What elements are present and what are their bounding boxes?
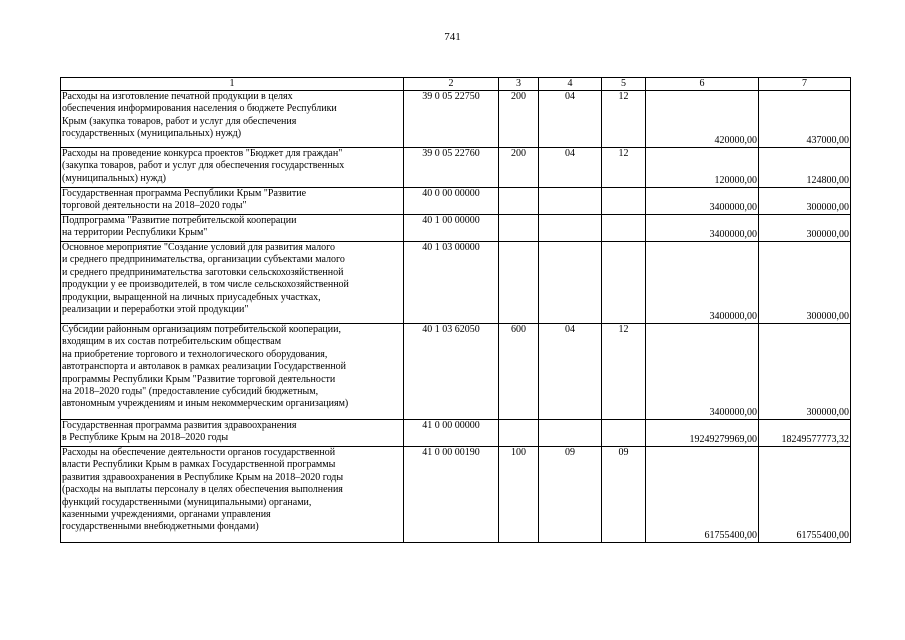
- row-expense-type: 600: [499, 324, 539, 420]
- table-header-row: [61, 78, 851, 91]
- row-subsection: [602, 242, 646, 324]
- row-description: Расходы на изготовление печатной продукции в целях обеспечения информирования населения о бюджете Республики Крым (закупка товаров, работ и услуг для обеспечения государственных (муниципальных) нужд): [61, 91, 404, 148]
- column-header: 3: [499, 78, 539, 91]
- row-target-code: 40 0 00 00000: [404, 188, 499, 215]
- row-expense-type: 200: [499, 148, 539, 188]
- row-amount-col7: 61755400,00: [759, 447, 851, 543]
- row-amount-col7: 300000,00: [759, 242, 851, 324]
- row-section: [539, 188, 602, 215]
- row-description: Государственная программа Республики Крым "Развитие торговой деятельности на 2018–2020 годы": [61, 188, 404, 215]
- row-description: Подпрограмма "Развитие потребительской кооперации на территории Республики Крым": [61, 215, 404, 242]
- row-expense-type: 200: [499, 91, 539, 148]
- row-target-code: 40 1 03 00000: [404, 242, 499, 324]
- row-target-code: 40 1 00 00000: [404, 215, 499, 242]
- row-amount-col6: 3400000,00: [646, 188, 759, 215]
- row-amount-col6: 61755400,00: [646, 447, 759, 543]
- row-section: [539, 215, 602, 242]
- row-amount-col7: 300000,00: [759, 215, 851, 242]
- row-section: 04: [539, 324, 602, 420]
- row-description: Субсидии районным организациям потребительской кооперации, входящим в их состав потребительским обществам на приобретение торгового и технологического оборудования, автотранспорта и автолавок в рамках реализации Государственной программы Республики Крым "Развитие торговой деятельности на 2018–2020 годы" (предоставление субсидий бюджетным, автономным учреждениям и иным некоммерческим организациям): [61, 324, 404, 420]
- row-amount-col6: 120000,00: [646, 148, 759, 188]
- table-row: [61, 324, 851, 420]
- row-subsection: 09: [602, 447, 646, 543]
- row-amount-col6: 3400000,00: [646, 215, 759, 242]
- column-header: 5: [602, 78, 646, 91]
- table-row: [61, 215, 851, 242]
- column-header: 6: [646, 78, 759, 91]
- page-number: 741: [444, 31, 461, 43]
- column-header: 2: [404, 78, 499, 91]
- row-amount-col7: 300000,00: [759, 188, 851, 215]
- row-subsection: 12: [602, 91, 646, 148]
- row-expense-type: 100: [499, 447, 539, 543]
- row-description: Расходы на проведение конкурса проектов "Бюджет для граждан" (закупка товаров, работ и услуг для обеспечения государственных (муниципальных) нужд): [61, 148, 404, 188]
- budget-table: [60, 77, 851, 543]
- row-subsection: [602, 420, 646, 447]
- column-header: 4: [539, 78, 602, 91]
- row-target-code: 39 0 05 22750: [404, 91, 499, 148]
- row-subsection: 12: [602, 324, 646, 420]
- row-subsection: [602, 188, 646, 215]
- row-section: [539, 242, 602, 324]
- row-description: Государственная программа развития здравоохранения в Республике Крым на 2018–2020 годы: [61, 420, 404, 447]
- column-header: 7: [759, 78, 851, 91]
- row-expense-type: [499, 215, 539, 242]
- row-subsection: [602, 215, 646, 242]
- row-amount-col6: 19249279969,00: [646, 420, 759, 447]
- row-amount-col6: 3400000,00: [646, 242, 759, 324]
- row-subsection: 12: [602, 148, 646, 188]
- row-section: 09: [539, 447, 602, 543]
- row-expense-type: [499, 188, 539, 215]
- row-description: Основное мероприятие "Создание условий для развития малого и среднего предпринимательства, организации субъектами малого и среднего предпринимательства заготовки сельскохозяйственной продукции у ее производителей, в том числе сельскохозяйственной продукции, выращенной на личных приусадебных участках, реализации и переработки этой продукции": [61, 242, 404, 324]
- row-section: [539, 420, 602, 447]
- row-section: 04: [539, 148, 602, 188]
- row-amount-col7: 437000,00: [759, 91, 851, 148]
- row-amount-col7: 300000,00: [759, 324, 851, 420]
- row-target-code: 41 0 00 00190: [404, 447, 499, 543]
- row-target-code: 39 0 05 22760: [404, 148, 499, 188]
- row-section: 04: [539, 91, 602, 148]
- row-amount-col7: 124800,00: [759, 148, 851, 188]
- table-row: [61, 91, 851, 148]
- row-description: Расходы на обеспечение деятельности органов государственной власти Республики Крым в рамках Государственной программы развития здравоохранения в Республике Крым на 2018–2020 годы (расходы на выплаты персоналу в целях обеспечения выполнения функций государственными (муниципальными) органами, казенными учреждениями, органами управления государственными внебюджетными фондами): [61, 447, 404, 543]
- table-row: [61, 188, 851, 215]
- table-row: [61, 447, 851, 543]
- row-target-code: 40 1 03 62050: [404, 324, 499, 420]
- row-expense-type: [499, 420, 539, 447]
- table-row: [61, 242, 851, 324]
- row-amount-col6: 420000,00: [646, 91, 759, 148]
- row-amount-col7: 18249577773,32: [759, 420, 851, 447]
- row-target-code: 41 0 00 00000: [404, 420, 499, 447]
- row-amount-col6: 3400000,00: [646, 324, 759, 420]
- table-row: [61, 420, 851, 447]
- column-header: 1: [61, 78, 404, 91]
- row-expense-type: [499, 242, 539, 324]
- table-row: [61, 148, 851, 188]
